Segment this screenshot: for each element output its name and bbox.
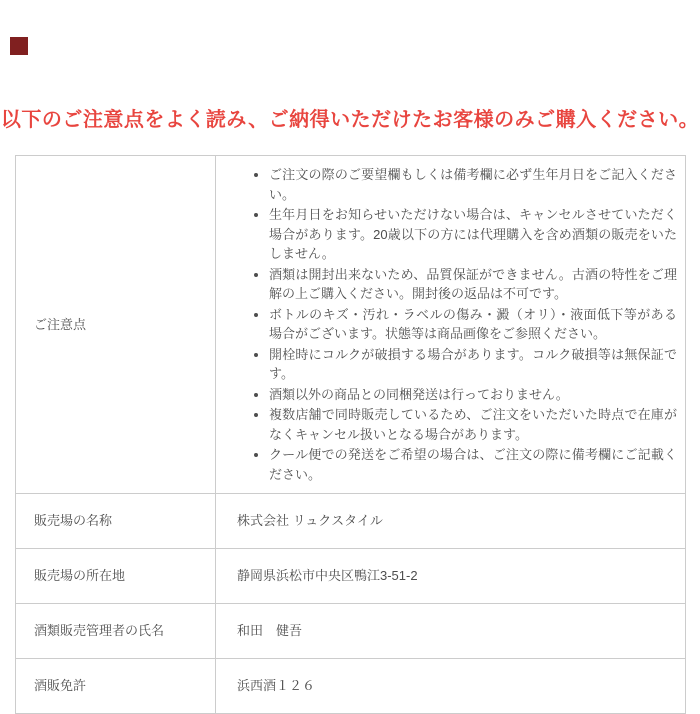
row-value-seller-name: 株式会社 リュクスタイル [216,494,686,549]
row-value-liquor-license: 浜西酒１２６ [216,659,686,714]
note-item: • ボトルのキズ・汚れ・ラベルの傷み・澱（オリ）・液面低下等がある場合がございます。状態等は商品画像をご参照ください。 [269,305,677,344]
note-item: • 酒類以外の商品との同梱発送は行っておりません。 [269,385,677,405]
note-item: • 酒類は開封出来ないため、品質保証ができません。古酒の特性をご理解の上ご購入ください。開封後の返品は不可です。 [269,265,677,304]
table-row-liquor-license [16,659,686,714]
row-label-seller-name: 販売場の名称 [16,494,216,549]
row-label-sales-manager: 酒類販売管理者の氏名 [16,604,216,659]
row-value-sales-manager: 和田 健吾 [216,604,686,659]
row-label-seller-address: 販売場の所在地 [16,549,216,604]
table-row-sales-manager [16,604,686,659]
row-label-notes: ご注意点 [16,156,216,494]
note-item: • 生年月日をお知らせいただけない場合は、キャンセルさせていただく場合があります。20歳以下の方には代理購入を含め酒類の販売をいたしません。 [269,205,677,264]
table-row-seller-address [16,549,686,604]
note-item: • ご注文の際のご要望欄もしくは備考欄に必ず生年月日をご記入ください。 [269,165,677,204]
table-row-notes [16,156,686,494]
note-item: • 複数店舗で同時販売しているため、ご注文をいただいた時点で在庫がなくキャンセル扱いとなる場合があります。 [269,405,677,444]
row-value-seller-address: 静岡県浜松市中央区鴨江3-51-2 [216,549,686,604]
note-item: • 開栓時にコルクが破損する場合があります。コルク破損等は無保証です。 [269,345,677,384]
purchase-notice-heading: 以下のご注意点をよく読み、ご納得いただけたお客様のみご購入ください。 [0,109,700,131]
seller-notice-table [15,155,686,714]
note-item: • クール便での発送をご希望の場合は、ご注文の際に備考欄にご記載ください。 [269,445,677,484]
red-corner-mark [10,37,28,55]
table-row-seller-name [16,494,686,549]
row-label-liquor-license: 酒販免許 [16,659,216,714]
notes-list [237,165,677,484]
row-value-notes [216,156,686,494]
